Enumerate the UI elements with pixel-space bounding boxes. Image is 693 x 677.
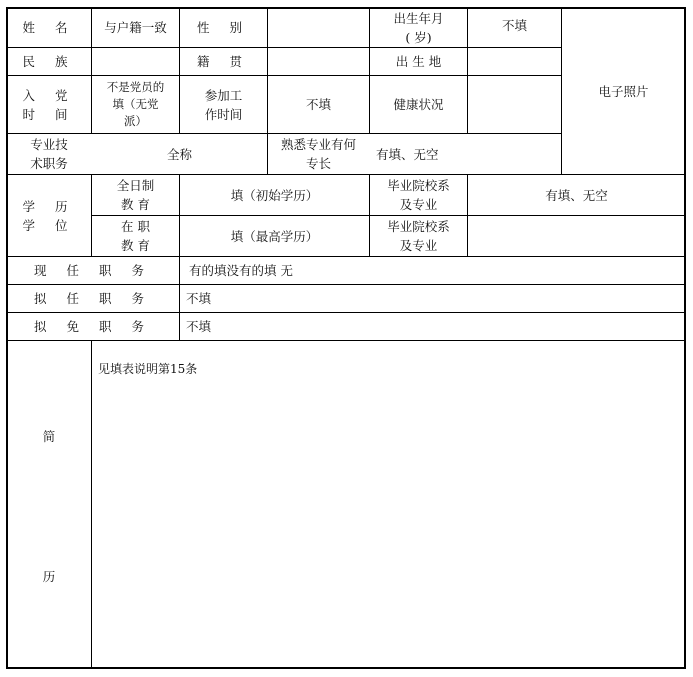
native-place-value[interactable]: [268, 48, 369, 75]
gender-value[interactable]: [268, 8, 369, 47]
birth-label: 出生年月 ( 岁): [393, 10, 444, 45]
birthplace-value[interactable]: [468, 48, 561, 75]
fulltime-label: 全日制 教 育: [116, 178, 155, 212]
name-label: 姓 名: [22, 20, 76, 35]
proposed-removal-label: 拟 免 职 务: [34, 319, 152, 334]
school2-value[interactable]: [468, 216, 685, 256]
health-label: 健康状况: [393, 97, 444, 112]
ethnicity-value[interactable]: [92, 48, 179, 75]
work-start-value[interactable]: 不填: [305, 97, 331, 112]
proposed-removal-value[interactable]: 不填: [186, 319, 212, 334]
birthplace-label: 出 生 地: [395, 54, 442, 69]
ethnicity-label: 民 族: [22, 54, 76, 69]
school1-value[interactable]: 有填、无空: [545, 187, 608, 203]
current-post-value[interactable]: 有的填没有的填 无: [189, 263, 293, 278]
school1-label: 毕业院校系 及专业: [387, 178, 450, 212]
specialty-label: 熟悉专业有何 专长: [280, 137, 356, 171]
fulltime-value[interactable]: 填（初始学历）: [230, 187, 319, 203]
current-post-label: 现 任 职 务: [34, 263, 152, 278]
inservice-value[interactable]: 填（最高学历）: [230, 228, 319, 244]
gender-label: 性 别: [197, 20, 250, 35]
photo-area[interactable]: 电子照片: [598, 83, 649, 99]
school2-label: 毕业院校系 及专业: [387, 219, 450, 253]
proposed-post-value[interactable]: 不填: [186, 291, 212, 306]
native-place-label: 籍 贯: [197, 54, 250, 69]
inservice-label: 在 职 教 育: [121, 219, 150, 253]
proposed-post-label: 拟 任 职 务: [34, 291, 152, 306]
work-start-label: 参加工 作时间: [204, 87, 243, 122]
row-line: [6, 340, 686, 341]
tech-title-value[interactable]: 全称: [166, 146, 192, 162]
col-line: [91, 340, 92, 669]
birth-value[interactable]: 不填: [501, 18, 527, 33]
party-join-label: 入 党 时 间: [22, 87, 76, 122]
tech-title-label: 专业技 术职务: [30, 137, 68, 171]
resume-label-first: 简: [42, 428, 56, 444]
party-join-value[interactable]: 不是党员的 填（无党 派）: [106, 80, 165, 128]
resume-value[interactable]: 见填表说明第15条: [98, 361, 198, 376]
education-label: 学 历 学 位: [22, 198, 76, 233]
name-value[interactable]: 与户籍一致: [104, 20, 167, 35]
specialty-value[interactable]: 有填、无空: [376, 146, 439, 162]
health-value[interactable]: [468, 76, 561, 133]
col-line: [179, 256, 180, 340]
resume-label-second: 历: [42, 568, 56, 584]
